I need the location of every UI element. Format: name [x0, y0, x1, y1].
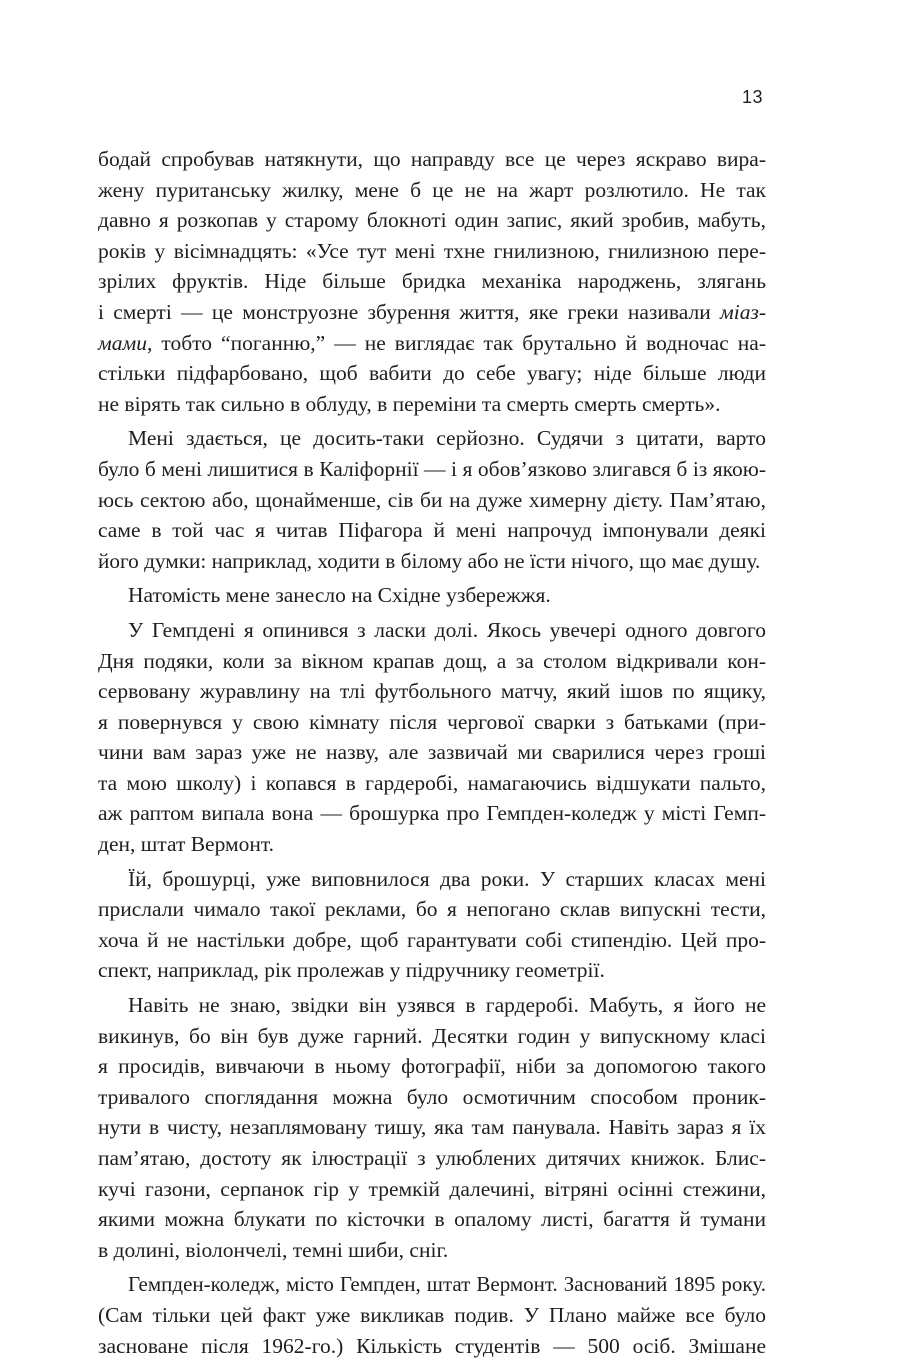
text-line: прислали чимало такої реклами, бо я непогано склав випускні тести, [98, 897, 766, 922]
text-line: було б мені лишитися в Каліфорнії — і я обов’язково злигався б із якою- [98, 456, 766, 481]
text-line: У Гемпдені я опинився з ласки долі. Якось увечері одного довгого [128, 617, 766, 642]
text-line: саме в той час я читав Піфагора й мені напрочуд імпонували деякі [98, 518, 766, 543]
text-line [98, 297, 766, 328]
body-text [98, 144, 766, 1361]
text-line: зрілих фруктів. Ніде більше бридка механіка народжень, злягань [98, 269, 766, 294]
text-run: і смерті — це монструозне збурення життя, яке греки називали [98, 299, 720, 324]
italic-word: мами [98, 330, 147, 355]
text-line: та мою школу) і копався в гардеробі, намагаючись відшукати пальто, [98, 770, 766, 795]
text-line: я повернувся у свою кімнату після чергової сварки з батьками (при- [98, 709, 766, 734]
text-line: сервовану журавлину на тлі футбольного матчу, який ішов по ящику, [98, 679, 766, 704]
text-line: Натомість мене занесло на Східне узбережжя. [128, 583, 551, 608]
text-line: кучі газони, серпанок гір у тремкій далечині, вітряні осінні стежини, [98, 1176, 766, 1201]
text-line: спект, наприклад, рік пролежав у підручнику геометрії. [98, 958, 605, 983]
text-line: аж раптом випала вона — брошурка про Гемпден-коледж у місті Гемп- [98, 801, 766, 826]
text-line: в долині, віолончелі, темні шиби, сніг. [98, 1237, 449, 1262]
text-line: Дня подяки, коли за вікном крапав дощ, а за столом відкривали кон- [98, 648, 766, 673]
text-line: чини вам зараз уже не назву, але зазвичай ми сварилися через гроші [98, 740, 766, 765]
text-line: нути в чисту, незаплямовану тишу, яка там панувала. Навіть зараз я їх [98, 1115, 766, 1140]
text-line: Мені здається, це досить-таки серйозно. Судячи з цитати, варто [128, 426, 766, 451]
text-line: Їй, брошурці, уже виповнилося два роки. У старших класах мені [128, 866, 766, 891]
page-number: 13 [741, 87, 763, 107]
text-line: його думки: наприклад, ходити в білому або не їсти нічого, що має душу. [98, 548, 761, 573]
text-line [98, 328, 766, 359]
text-run: , тобто “поганню,” — не виглядає так брутально й водночас на- [146, 330, 766, 355]
text-line: давно я розкопав у старому блокноті один запис, який зробив, мабуть, [98, 208, 766, 233]
text-line: тривалого споглядання можна було осмотичним способом проник- [98, 1084, 766, 1109]
text-line: років у вісімнадцять: «Усе тут мені тхне гнилизною, гнилизною пере- [98, 238, 766, 263]
text-line: викинув, бо він був дуже гарний. Десятки годин у випускному класі [98, 1023, 766, 1048]
text-line: Навіть не знаю, звідки він узявся в гардеробі. Мабуть, я його не [128, 993, 766, 1018]
text-line: бодай спробував натякнути, що направду все це через яскраво вира- [98, 147, 766, 171]
text-line: якими можна блукати по кісточки в опалому листі, багаття й тумани [98, 1207, 766, 1232]
italic-word: міаз- [720, 299, 766, 324]
text-line: (Сам тільки цей факт уже викликав подив. У Плано майже все було [98, 1302, 766, 1327]
text-line: ден, штат Вермонт. [98, 832, 275, 857]
text-line: жену пуританську жилку, мене б це не на жарт розлютило. Не так [98, 177, 766, 202]
text-line: засноване після 1962-го.) Кількість студентів — 500 осіб. Змішане [98, 1333, 766, 1358]
text-line: хоча й не настільки добре, щоб гарантувати собі стипендію. Цей про- [98, 927, 766, 952]
text-line: Гемпден-коледж, місто Гемпден, штат Вермонт. Заснований 1895 року. [128, 1272, 766, 1297]
text-line: я просидів, вивчаючи в ньому фотографії, ніби за допомогою такого [98, 1054, 766, 1079]
text-line: юсь сектою або, щонайменше, сів би на дуже химерну дієту. Пам’ятаю, [98, 487, 766, 512]
text-line: не вірять так сильно в облуду, в переміни та смерть смерть смерть». [98, 391, 721, 416]
text-line: пам’ятаю, достоту як ілюстрації з улюблених дитячих книжок. Блис- [98, 1146, 766, 1170]
text-line: стільки підфарбовано, щоб вабити до себе увагу; ніде більше люди [98, 361, 766, 386]
